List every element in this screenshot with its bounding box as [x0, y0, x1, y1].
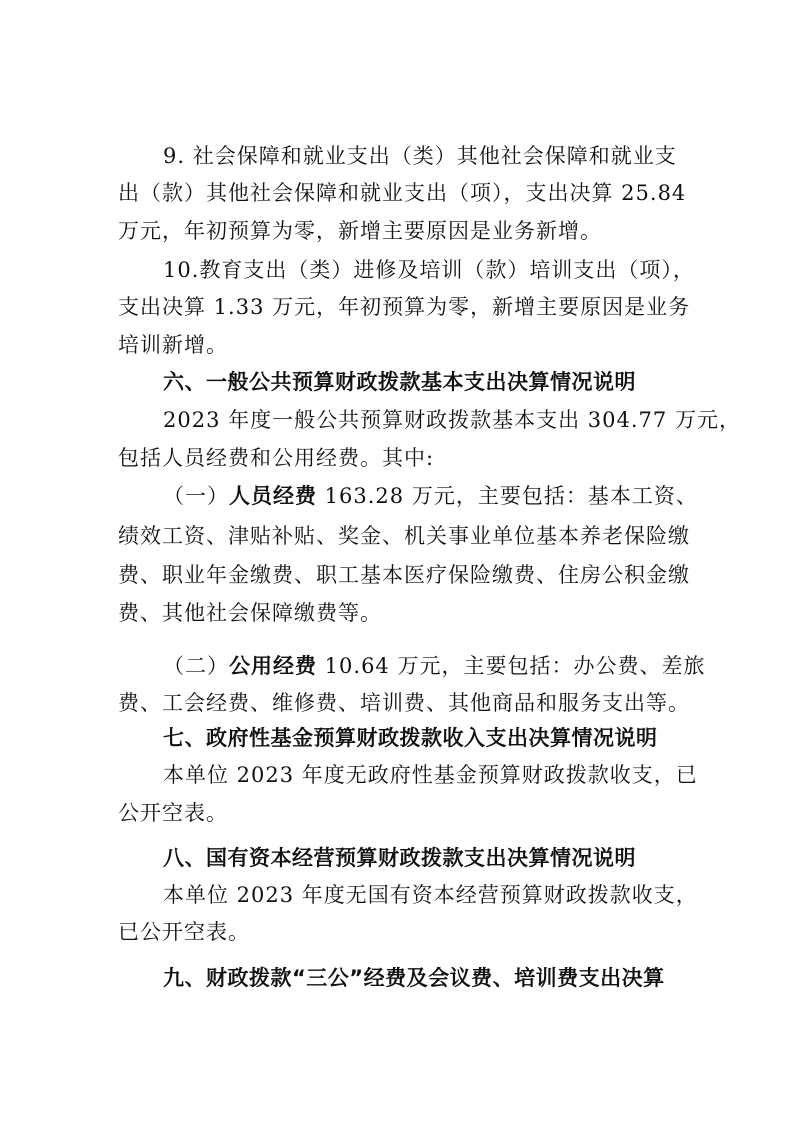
personnel-expense-rest: 163.28 万元，主要包括：基本工资、 [317, 484, 698, 508]
section-8-line-2: 已公开空表。 [118, 920, 250, 944]
personnel-expense-prefix: （一） [163, 484, 229, 508]
public-expense-label: 公用经费 [229, 654, 317, 678]
section-7-line-1: 本单位 2023 年度无政府性基金预算财政拨款收支，已 [163, 763, 698, 787]
personnel-expense-line-3: 费、职业年金缴费、职工基本医疗保险缴费、住房公积金缴 [118, 563, 690, 587]
section-8-line-1: 本单位 2023 年度无国有资本经营预算财政拨款收支， [163, 883, 698, 907]
section-9-heading: 九、财政拨款“三公”经费及会议费、培训费支出决算 [163, 966, 665, 990]
section-7-heading: 七、政府性基金预算财政拨款收入支出决算情况说明 [163, 726, 658, 750]
personnel-expense-line-1 [163, 481, 698, 511]
public-expense-rest: 10.64 万元，主要包括：办公费、差旅 [317, 654, 706, 678]
public-expense-prefix: （二） [163, 654, 229, 678]
paragraph-10-line-3: 培训新增。 [118, 333, 228, 357]
section-8-heading: 八、国有资本经营预算财政拨款支出决算情况说明 [163, 846, 636, 870]
section-6-line-1: 2023 年度一般公共预算财政拨款基本支出 304.77 万元， [163, 408, 741, 432]
section-6-line-2: 包括人员经费和公用经费。其中: [118, 446, 435, 470]
paragraph-9-line-3: 万元，年初预算为零，新增主要原因是业务新增。 [118, 219, 602, 243]
personnel-expense-line-2: 绩效工资、津贴补贴、奖金、机关事业单位基本养老保险缴 [118, 524, 690, 548]
section-6-heading: 六、一般公共预算财政拨款基本支出决算情况说明 [163, 370, 636, 394]
paragraph-10-line-2: 支出决算 1.33 万元，年初预算为零，新增主要原因是业务 [118, 295, 691, 319]
paragraph-9-line-2: 出（款）其他社会保障和就业支出（项），支出决算 25.84 [118, 181, 687, 205]
personnel-expense-label: 人员经费 [229, 484, 317, 508]
section-7-line-2: 公开空表。 [118, 801, 228, 825]
paragraph-9-line-1: 9. 社会保障和就业支出（类）其他社会保障和就业支 [163, 144, 677, 168]
personnel-expense-line-4: 费、其他社会保障缴费等。 [118, 601, 382, 625]
paragraph-10-line-1: 10.教育支出（类）进修及培训（款）培训支出（项）， [163, 258, 695, 282]
public-expense-line-2: 费、工会经费、维修费、培训费、其他商品和服务支出等。 [118, 691, 690, 715]
public-expense-line-1 [163, 651, 705, 681]
